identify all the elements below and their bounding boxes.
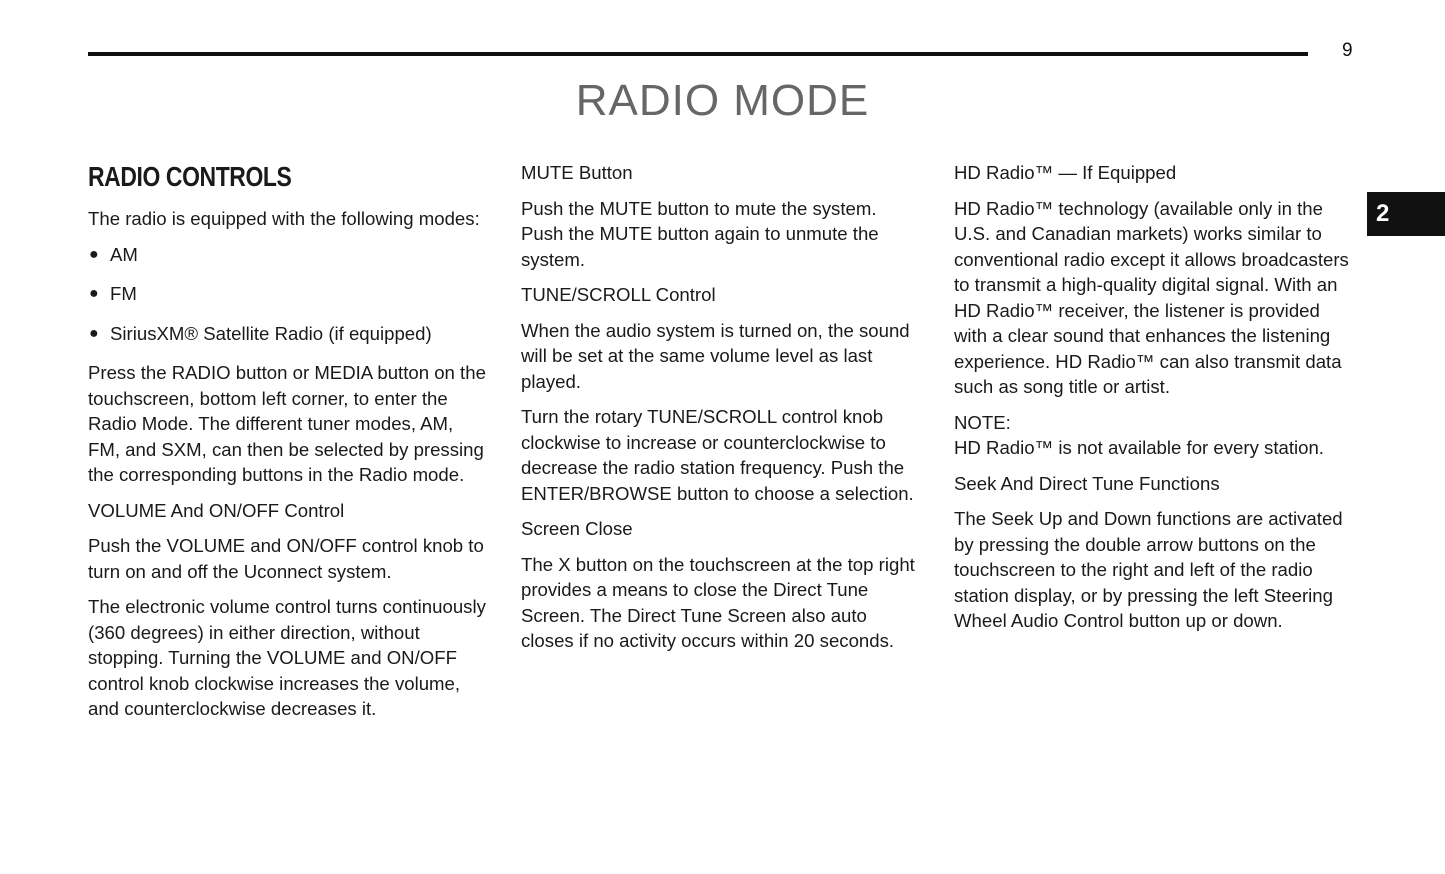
volume-heading: VOLUME And ON/OFF Control — [88, 499, 345, 521]
list-item: ● AM — [88, 242, 488, 268]
press-radio-paragraph: Press the RADIO button or MEDIA button on the touchscreen, bottom left corner, to enter the Radio Mode. The different tuner modes, AM, FM, and SXM, can then be selected by pressing the corresponding buttons in the Radio mode. — [88, 362, 486, 485]
modes-list — [88, 242, 488, 347]
chapter-title: RADIO MODE — [575, 76, 870, 125]
screen-close-paragraph: The X button on the touchscreen at the top right provides a means to close the Direct Tune Screen. The Direct Tune Screen also auto closes if no activity occurs within 20 seconds. — [521, 553, 915, 651]
bullet-icon: ● — [89, 285, 99, 302]
tune-paragraph-1: When the audio system is turned on, the sound will be set at the same volume level as last played. — [521, 319, 910, 392]
list-item: ● SiriusXM® Satellite Radio (if equipped) — [88, 321, 488, 347]
section-heading-radio-controls: RADIO CONTROLS — [88, 161, 292, 192]
mute-paragraph: Push the MUTE button to mute the system. Push the MUTE button again to unmute the system. — [521, 197, 879, 270]
note-text: HD Radio™ is not available for every station. — [954, 437, 1324, 458]
column-2 — [521, 160, 921, 664]
page-number: 9 — [1342, 40, 1353, 61]
volume-paragraph-2: The electronic volume control turns continuously (360 degrees) in either direction, without stopping. Turning the VOLUME and ON/OFF control knob clockwise increases the volume, and counterclockwise decreases it. — [88, 596, 486, 719]
column-1 — [88, 160, 488, 732]
screen-close-heading: Screen Close — [521, 518, 633, 539]
hd-radio-paragraph: HD Radio™ technology (available only in the U.S. and Canadian markets) works similar to conventional radio except it allows broadcasters to transmit a high-quality digital signal. With an HD Radio™ receiver, the listener is provided with a clear sound that enhances the listening experience. HD Radio™ can also transmit data such as song title or artist. — [954, 197, 1349, 397]
modes-intro: The radio is equipped with the following modes: — [88, 208, 480, 229]
hd-radio-heading: HD Radio™ — If Equipped — [954, 162, 1177, 183]
seek-paragraph: The Seek Up and Down functions are activated by pressing the double arrow buttons on the touchscreen to the right and left of the radio station display, or by pressing the left Steering Wheel Audio Control button up or down. — [954, 508, 1343, 631]
tune-paragraph-2: Turn the rotary TUNE/SCROLL control knob clockwise to increase or counterclockwise to decrease the radio station frequency. Push the ENTER/BROWSE button to choose a selection. — [521, 406, 914, 504]
mute-heading: MUTE Button — [521, 162, 633, 183]
volume-paragraph-1: Push the VOLUME and ON/OFF control knob to turn on and off the Uconnect system. — [88, 535, 484, 582]
column-3 — [954, 160, 1354, 644]
tune-heading: TUNE/SCROLL Control — [521, 284, 716, 305]
top-rule — [88, 52, 1308, 56]
bullet-icon: ● — [89, 245, 99, 263]
note-label: NOTE: — [954, 411, 1011, 433]
chapter-tab: 2 — [1367, 192, 1445, 236]
seek-heading: Seek And Direct Tune Functions — [954, 472, 1220, 494]
list-item: ● FM — [88, 281, 488, 307]
bullet-icon: ● — [89, 324, 99, 342]
